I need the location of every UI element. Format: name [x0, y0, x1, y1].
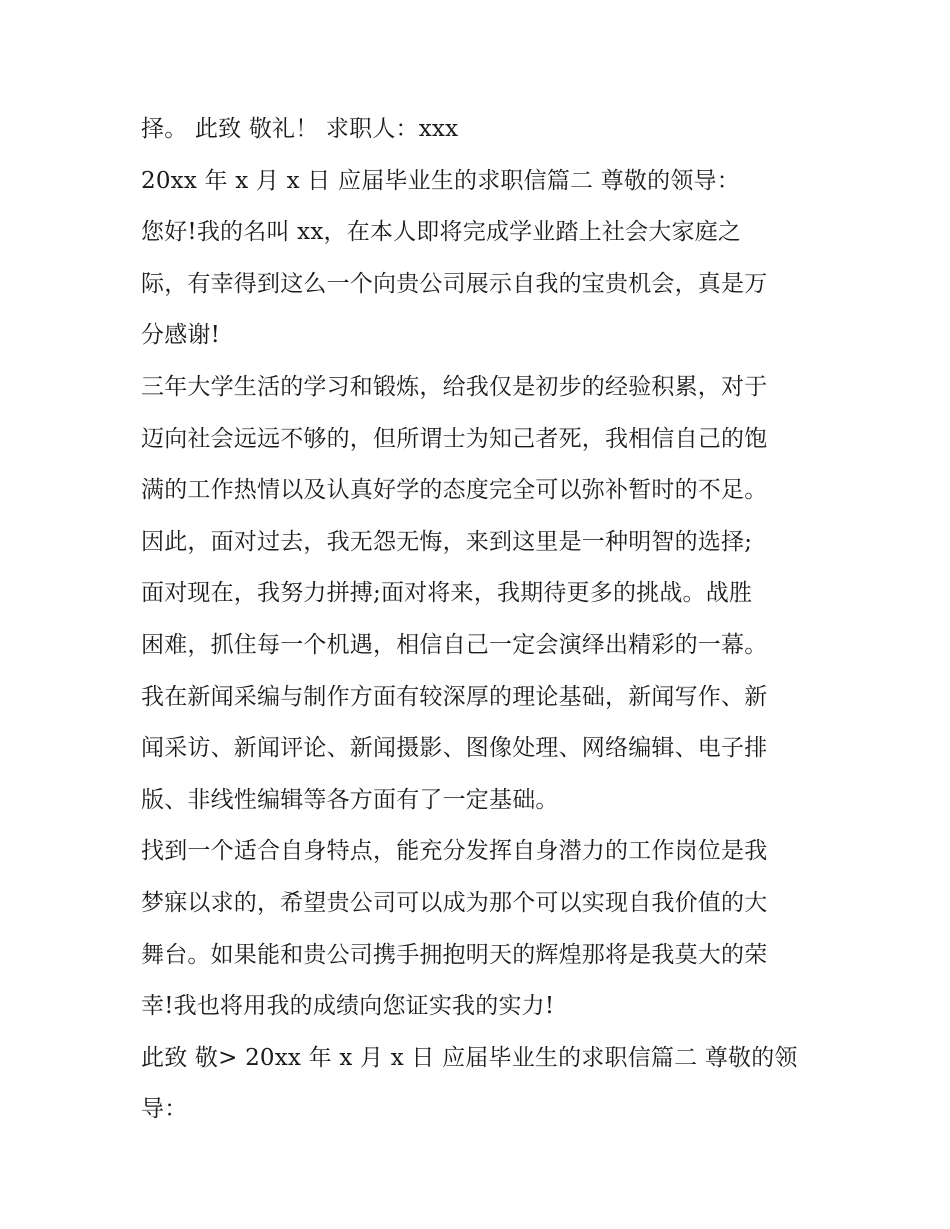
text-line: 择。 此致 敬礼！ 求职人：xxx [141, 116, 459, 142]
text-line: 困难，抓住每一个机遇，相信自己一定会演绎出精彩的一幕。 [141, 631, 768, 658]
text-line: 找到一个适合自身特点，能充分发挥自身潜力的工作岗位是我 [141, 838, 768, 865]
text-line: 面对现在，我努力拼搏;面对将来，我期待更多的挑战。战胜 [141, 580, 753, 607]
text-line: 我在新闻采编与制作方面有较深厚的理论基础，新闻写作、新 [141, 683, 768, 710]
text-line: 幸!我也将用我的成绩向您证实我的实力! [141, 993, 555, 1020]
text-line: 分感谢! [141, 322, 221, 349]
text-line: 舞台。如果能和贵公司携手拥抱明天的辉煌那将是我莫大的荣 [141, 941, 768, 968]
text-line: 际，有幸得到这么一个向贵公司展示自我的宝贵机会，真是万 [141, 270, 768, 297]
text-line: 满的工作热情以及认真好学的态度完全可以弥补暂时的不足。 [141, 477, 768, 504]
text-line: 因此，面对过去，我无怨无悔，来到这里是一种明智的选择; [141, 528, 753, 555]
text-line: 导： [141, 1096, 188, 1123]
text-line: 迈向社会远远不够的，但所谓士为知己者死，我相信自己的饱 [141, 425, 768, 452]
text-line: 此致 敬> 20xx 年 x 月 x 日 应届毕业生的求职信篇二 尊敬的领 [141, 1044, 798, 1071]
text-line: 梦寐以求的，希望贵公司可以成为那个可以实现自我价值的大 [141, 889, 768, 916]
text-line: 三年大学生活的学习和锻炼，给我仅是初步的经验积累，对于 [141, 373, 768, 400]
text-line: 版、非线性编辑等各方面有了一定基础。 [141, 786, 559, 813]
text-line: 20xx 年 x 月 x 日 应届毕业生的求职信篇二 尊敬的领导： [141, 167, 740, 194]
text-line: 闻采访、新闻评论、新闻摄影、图像处理、网络编辑、电子排 [141, 735, 768, 762]
document-body [141, 104, 816, 1136]
text-line: 您好!我的名叫 xx，在本人即将完成学业踏上社会大家庭之 [141, 219, 742, 246]
